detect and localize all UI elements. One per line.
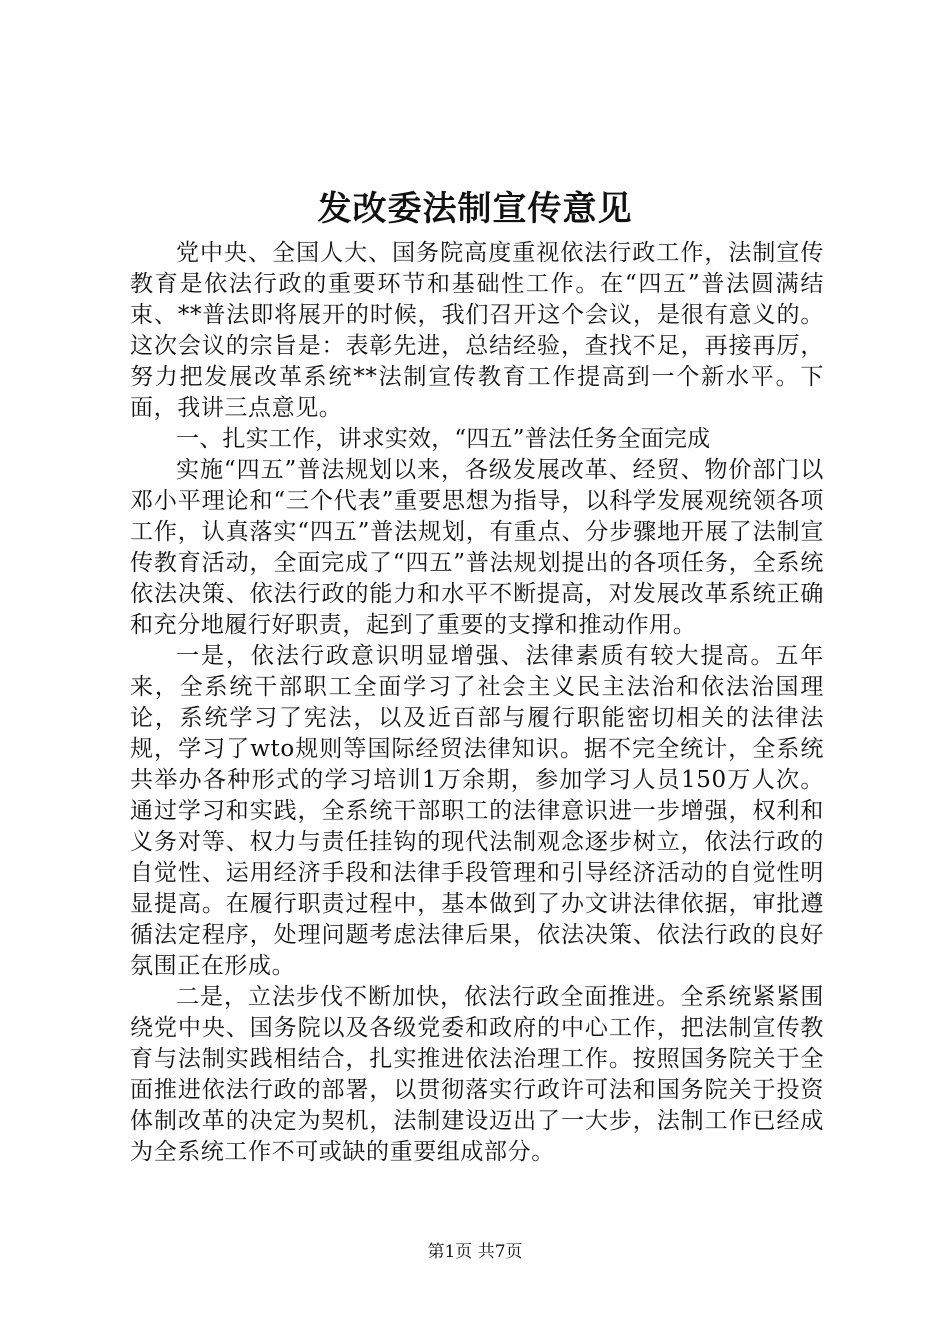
point-one-paragraph: 一是，依法行政意识明显增强、法律素质有较大提高。五年来，全系统干部职工全面学习了社会主义民主法治和依法治国理论，系统学习了宪法，以及近百部与履行职能密切相关的法律法规，学习了wto规则等国际经贸法律知识。据不完全统计，全系统共举办各种形式的学习培训1万余期，参加学习人员150万人次。通过学习和实践，全系统干部职工的法律意识进一步增强，权利和义务对等、权力与责任挂钩的现代法制观念逐步树立，依法行政的自觉性、运用经济手段和法律手段管理和引导经济活动的自觉性明显提高。在履行职责过程中，基本做到了办文讲法律依据，审批遵循法定程序，处理问题考虑法律后果，依法决策、依法行政的良好氛围正在形成。 (130, 643, 824, 979)
intro-paragraph: 党中央、全国人大、国务院高度重视依法行政工作，法制宣传教育是依法行政的重要环节和基础性工作。在“四五”普法圆满结束、**普法即将展开的时候，我们召开这个会议，是很有意义的。这次会议的宗旨是：表彰先进，总结经验，查找不足，再接再厉，努力把发展改革系统**法制宣传教育工作提高到一个新水平。下面，我讲三点意见。 (130, 240, 824, 421)
point-two-paragraph: 二是，立法步伐不断加快，依法行政全面推进。全系统紧紧围绕党中央、国务院以及各级党委和政府的中心工作，把法制宣传教育与法制实践相结合，扎实推进依法治理工作。按照国务院关于全面推进依法行政的部署，以贯彻落实行政许可法和国务院关于投资体制改革的决定为契机，法制建设迈出了一大步，法制工作已经成为全系统工作不可或缺的重要组成部分。 (130, 984, 824, 1165)
document-title: 发改委法制宣传意见 (317, 189, 633, 229)
section-heading: 一、扎实工作，讲求实效，“四五”普法任务全面完成 (176, 426, 711, 452)
section-paragraph: 实施“四五”普法规划以来，各级发展改革、经贸、物价部门以邓小平理论和“三个代表”重要思想为指导，以科学发展观统领各项工作，认真落实“四五”普法规划，有重点、分步骤地开展了法制宣传教育活动，全面完成了“四五”普法规划提出的各项任务，全系统依法决策、依法行政的能力和水平不断提高，对发展改革系统正确和充分地履行好职责，起到了重要的支撑和推动作用。 (130, 457, 824, 638)
document-body (130, 238, 824, 1168)
page-number-footer: 第1页 共7页 (427, 1242, 523, 1262)
